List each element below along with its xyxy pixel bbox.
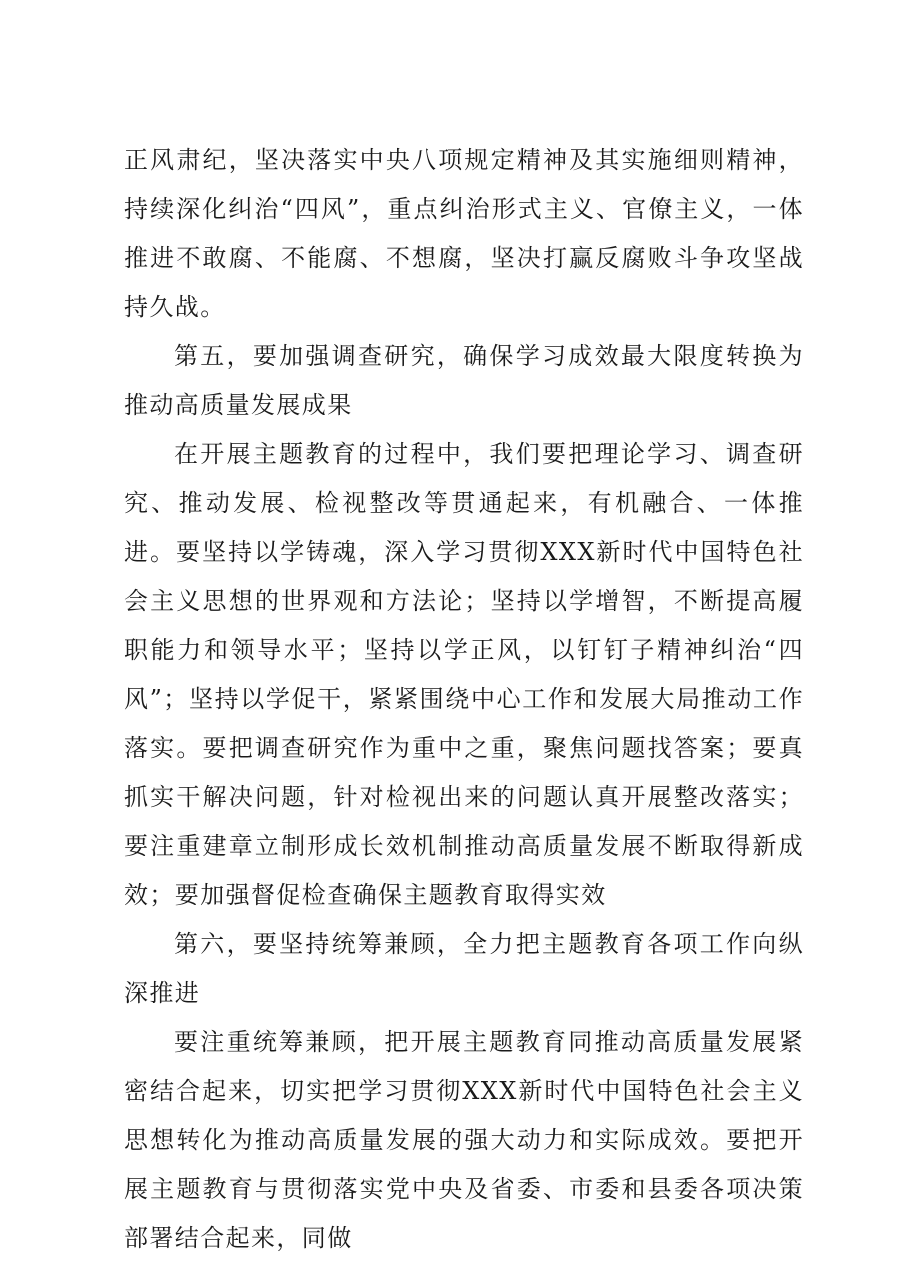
heading-sixth-point: 第六，要坚持统筹兼顾，全力把主题教育各项工作向纵深推进 xyxy=(124,930,804,1007)
paragraph-discipline: 正风肃纪，坚决落实中央八项规定精神及其实施细则精神，持续深化纠治“四风”，重点纠治形式主义、官僚主义，一体推进不敢腐、不能腐、不想腐，坚决打赢反腐败斗争攻坚战持久战。 xyxy=(124,146,804,321)
paragraph-fifth-point: 在开展主题教育的过程中，我们要把理论学习、调查研究、推动发展、检视整改等贯通起来，有机融合、一体推进。要坚持以学铸魂，深入学习贯彻XXX新时代中国特色社会主义思想的世界观和方法论；坚持以学增智，不断提高履职能力和领导水平；坚持以学正风，以钉钉子精神纠治“四风”；坚持以学促干，紧紧围绕中心工作和发展大局推动工作落实。要把调查研究作为重中之重，聚焦问题找答案；要真抓实干解决问题，针对检视出来的问题认真开展整改落实；要注重建章立制形成长效机制推动高质量发展不断取得新成效；要加强督促检查确保主题教育取得实效 xyxy=(124,440,804,909)
paragraph-sixth-point: 要注重统筹兼顾，把开展主题教育同推动高质量发展紧密结合起来，切实把学习贯彻XXX新时代中国特色社会主义思想转化为推动高质量发展的强大动力和实际成效。要把开展主题教育与贯彻落实党中央及省委、市委和县委各项决策部署结合起来，同做 xyxy=(124,1028,804,1252)
body-text xyxy=(124,136,804,1263)
heading-fifth-point: 第五，要加强调查研究，确保学习成效最大限度转换为推动高质量发展成果 xyxy=(124,342,804,419)
